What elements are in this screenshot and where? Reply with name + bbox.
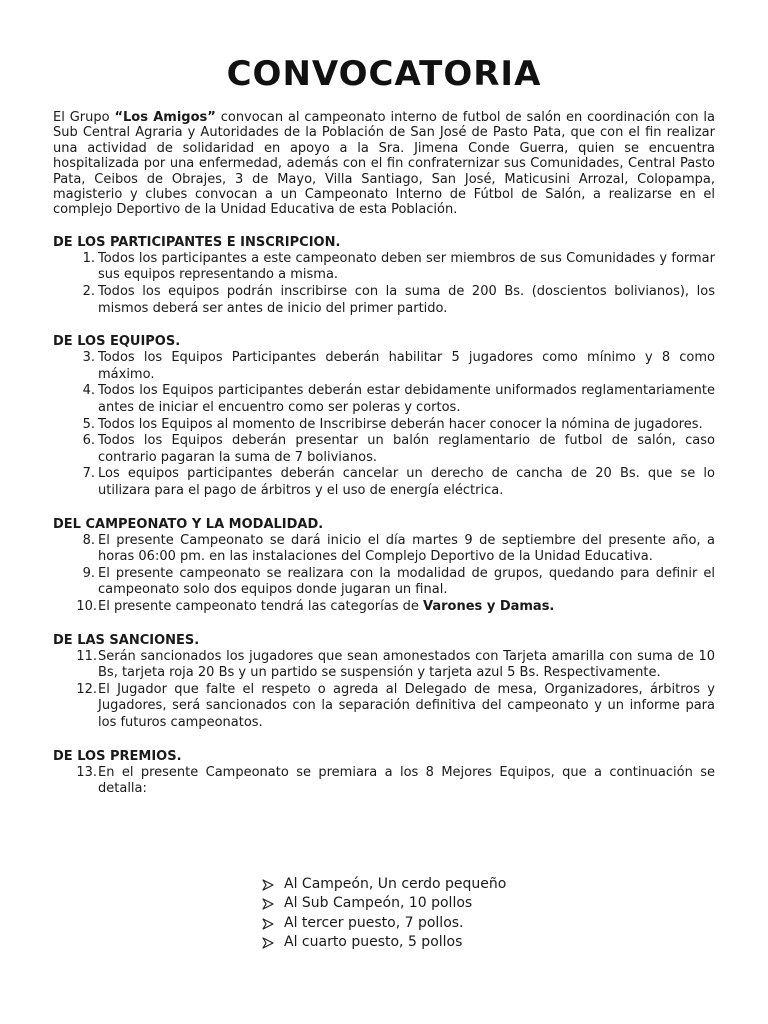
intro-text-body: convocan al campeonato interno de futbol de salón en coordinación con la Sub Central Agraria y Autoridades de la Población de San José de Pasto Pata, que con el fin realizar una actividad de solidaridad en apoyo a la Sra. Jimena Conde Guerra, quien se encuentra hospitalizada por una enfermedad, además con el fin confraternizar sus Comunidades, Central Pasto Pata, Ceibos de Obrajes, 3 de Mayo, Villa Santiago, San José, Maticusini Arrozal, Colopampa, magisterio y clubes convocan a un Campeonato Interno de Fútbol de Salón, a realizarse en el complejo Deportivo de la Unidad Educativa de esta Población.	[53, 110, 715, 218]
section-heading: DE LOS PARTICIPANTES E INSCRIPCION.	[53, 234, 341, 250]
prize-text: Al cuarto puesto, 5 pollos	[284, 934, 463, 951]
item-number: 3.	[82, 350, 95, 366]
arrow-bullet-icon	[262, 918, 284, 930]
prize-text: Al Campeón, Un cerdo pequeño	[284, 876, 507, 892]
list-item	[53, 566, 715, 599]
item-number: 1.	[82, 250, 95, 266]
list-item	[53, 649, 715, 682]
item-text: Todos los participantes a este campeonato deben ser miembros de sus Comunidades y formar sus equipos representando a misma.	[98, 250, 715, 283]
list-item	[53, 417, 715, 434]
section-heading: DE LOS EQUIPOS.	[53, 334, 181, 350]
list-item	[53, 251, 715, 284]
section-campeonato	[53, 517, 715, 616]
list-item	[53, 682, 715, 732]
group-name: “Los Amigos”	[114, 110, 216, 125]
item-text: Serán sancionados los jugadores que sean amonestados con Tarjeta amarilla con suma de 10 Bs, tarjeta roja 20 Bs y un partido se suspensión y tarjeta azul 5 Bs. Respectivamente.	[98, 648, 715, 681]
section-heading: DE LOS PREMIOS.	[53, 748, 182, 764]
prize-item	[262, 894, 506, 913]
item-number: 5.	[82, 416, 95, 432]
prize-list	[262, 875, 506, 953]
item-text: El presente Campeonato se dará inicio el día martes 9 de septiembre del presente año, a horas 06:00 pm. en las instalaciones del Complejo Deportivo de la Unidad Educativa.	[98, 532, 715, 565]
item-number: 4.	[82, 383, 95, 399]
item-number: 9.	[82, 565, 95, 581]
section-participantes	[53, 235, 715, 317]
list-item	[53, 533, 715, 566]
intro-paragraph	[53, 110, 715, 218]
item-number: 12.	[76, 681, 97, 697]
item-number: 8.	[82, 532, 95, 548]
section-sanciones	[53, 633, 715, 732]
section-heading: DEL CAMPEONATO Y LA MODALIDAD.	[53, 516, 324, 532]
document	[53, 52, 715, 798]
item-text: Los equipos participantes deberán cancelar un derecho de cancha de 20 Bs. que se lo utilizara para el pago de árbitros y el uso de energía eléctrica.	[98, 466, 715, 498]
arrow-bullet-icon	[262, 898, 284, 910]
section-premios	[53, 749, 715, 798]
item-text: Todos los equipos podrán inscribirse con la suma de 200 Bs. (doscientos bolivianos), los mismos deberá ser antes de inicio del primer partido.	[98, 284, 715, 316]
item-text: Todos los Equipos al momento de Inscribirse deberán hacer conocer la nómina de jugadores.	[98, 416, 703, 432]
categories-bold: Varones y Damas.	[423, 598, 555, 614]
intro-text-start: El Grupo	[53, 110, 115, 125]
item-text: En el presente Campeonato se premiara a los 8 Mejores Equipos, que a continuación se detalla:	[98, 764, 715, 797]
list-item	[53, 350, 715, 383]
list-item	[53, 765, 715, 798]
item-number: 10.	[76, 598, 97, 614]
prize-item	[262, 875, 506, 894]
item-number: 11.	[76, 648, 97, 664]
prize-item	[262, 933, 506, 952]
list-item	[53, 466, 715, 499]
item-number: 13.	[76, 764, 97, 780]
list-item	[53, 383, 715, 416]
list-item	[53, 433, 715, 466]
arrow-bullet-icon	[262, 937, 284, 949]
prize-text: Al Sub Campeón, 10 pollos	[284, 895, 473, 912]
section-equipos	[53, 334, 715, 499]
item-text: Todos los Equipos Participantes deberán habilitar 5 jugadores como mínimo y 8 como máximo.	[98, 350, 715, 382]
item-number: 2.	[82, 284, 95, 300]
item-text: El presente campeonato tendrá las categorías de	[98, 598, 424, 614]
section-heading: DE LAS SANCIONES.	[53, 632, 200, 648]
prize-text: Al tercer puesto, 7 pollos.	[284, 914, 464, 931]
item-text: El presente campeonato se realizara con la modalidad de grupos, quedando para definir el campeonato solo dos equipos donde jugaran un final.	[98, 565, 715, 598]
list-item	[53, 599, 715, 616]
list-item	[53, 284, 715, 317]
item-text: Todos los Equipos deberán presentar un balón reglamentario de futbol de salón, caso contrario pagaran la suma de 7 bolivianos.	[98, 433, 715, 465]
item-number: 6.	[82, 433, 95, 449]
item-text: Todos los Equipos participantes deberán estar debidamente uniformados reglamentariamente antes de iniciar el encuentro como ser poleras y cortos.	[98, 383, 715, 415]
prize-item	[262, 914, 506, 933]
arrow-bullet-icon	[262, 879, 284, 891]
item-text: El Jugador que falte el respeto o agreda al Delegado de mesa, Organizadores, árbitros y Jugadores, será sancionados con la separación definitiva del campeonato y un informe para los futuros campeonatos.	[98, 681, 715, 730]
item-number: 7.	[82, 466, 95, 482]
page-title: CONVOCATORIA	[226, 54, 542, 94]
